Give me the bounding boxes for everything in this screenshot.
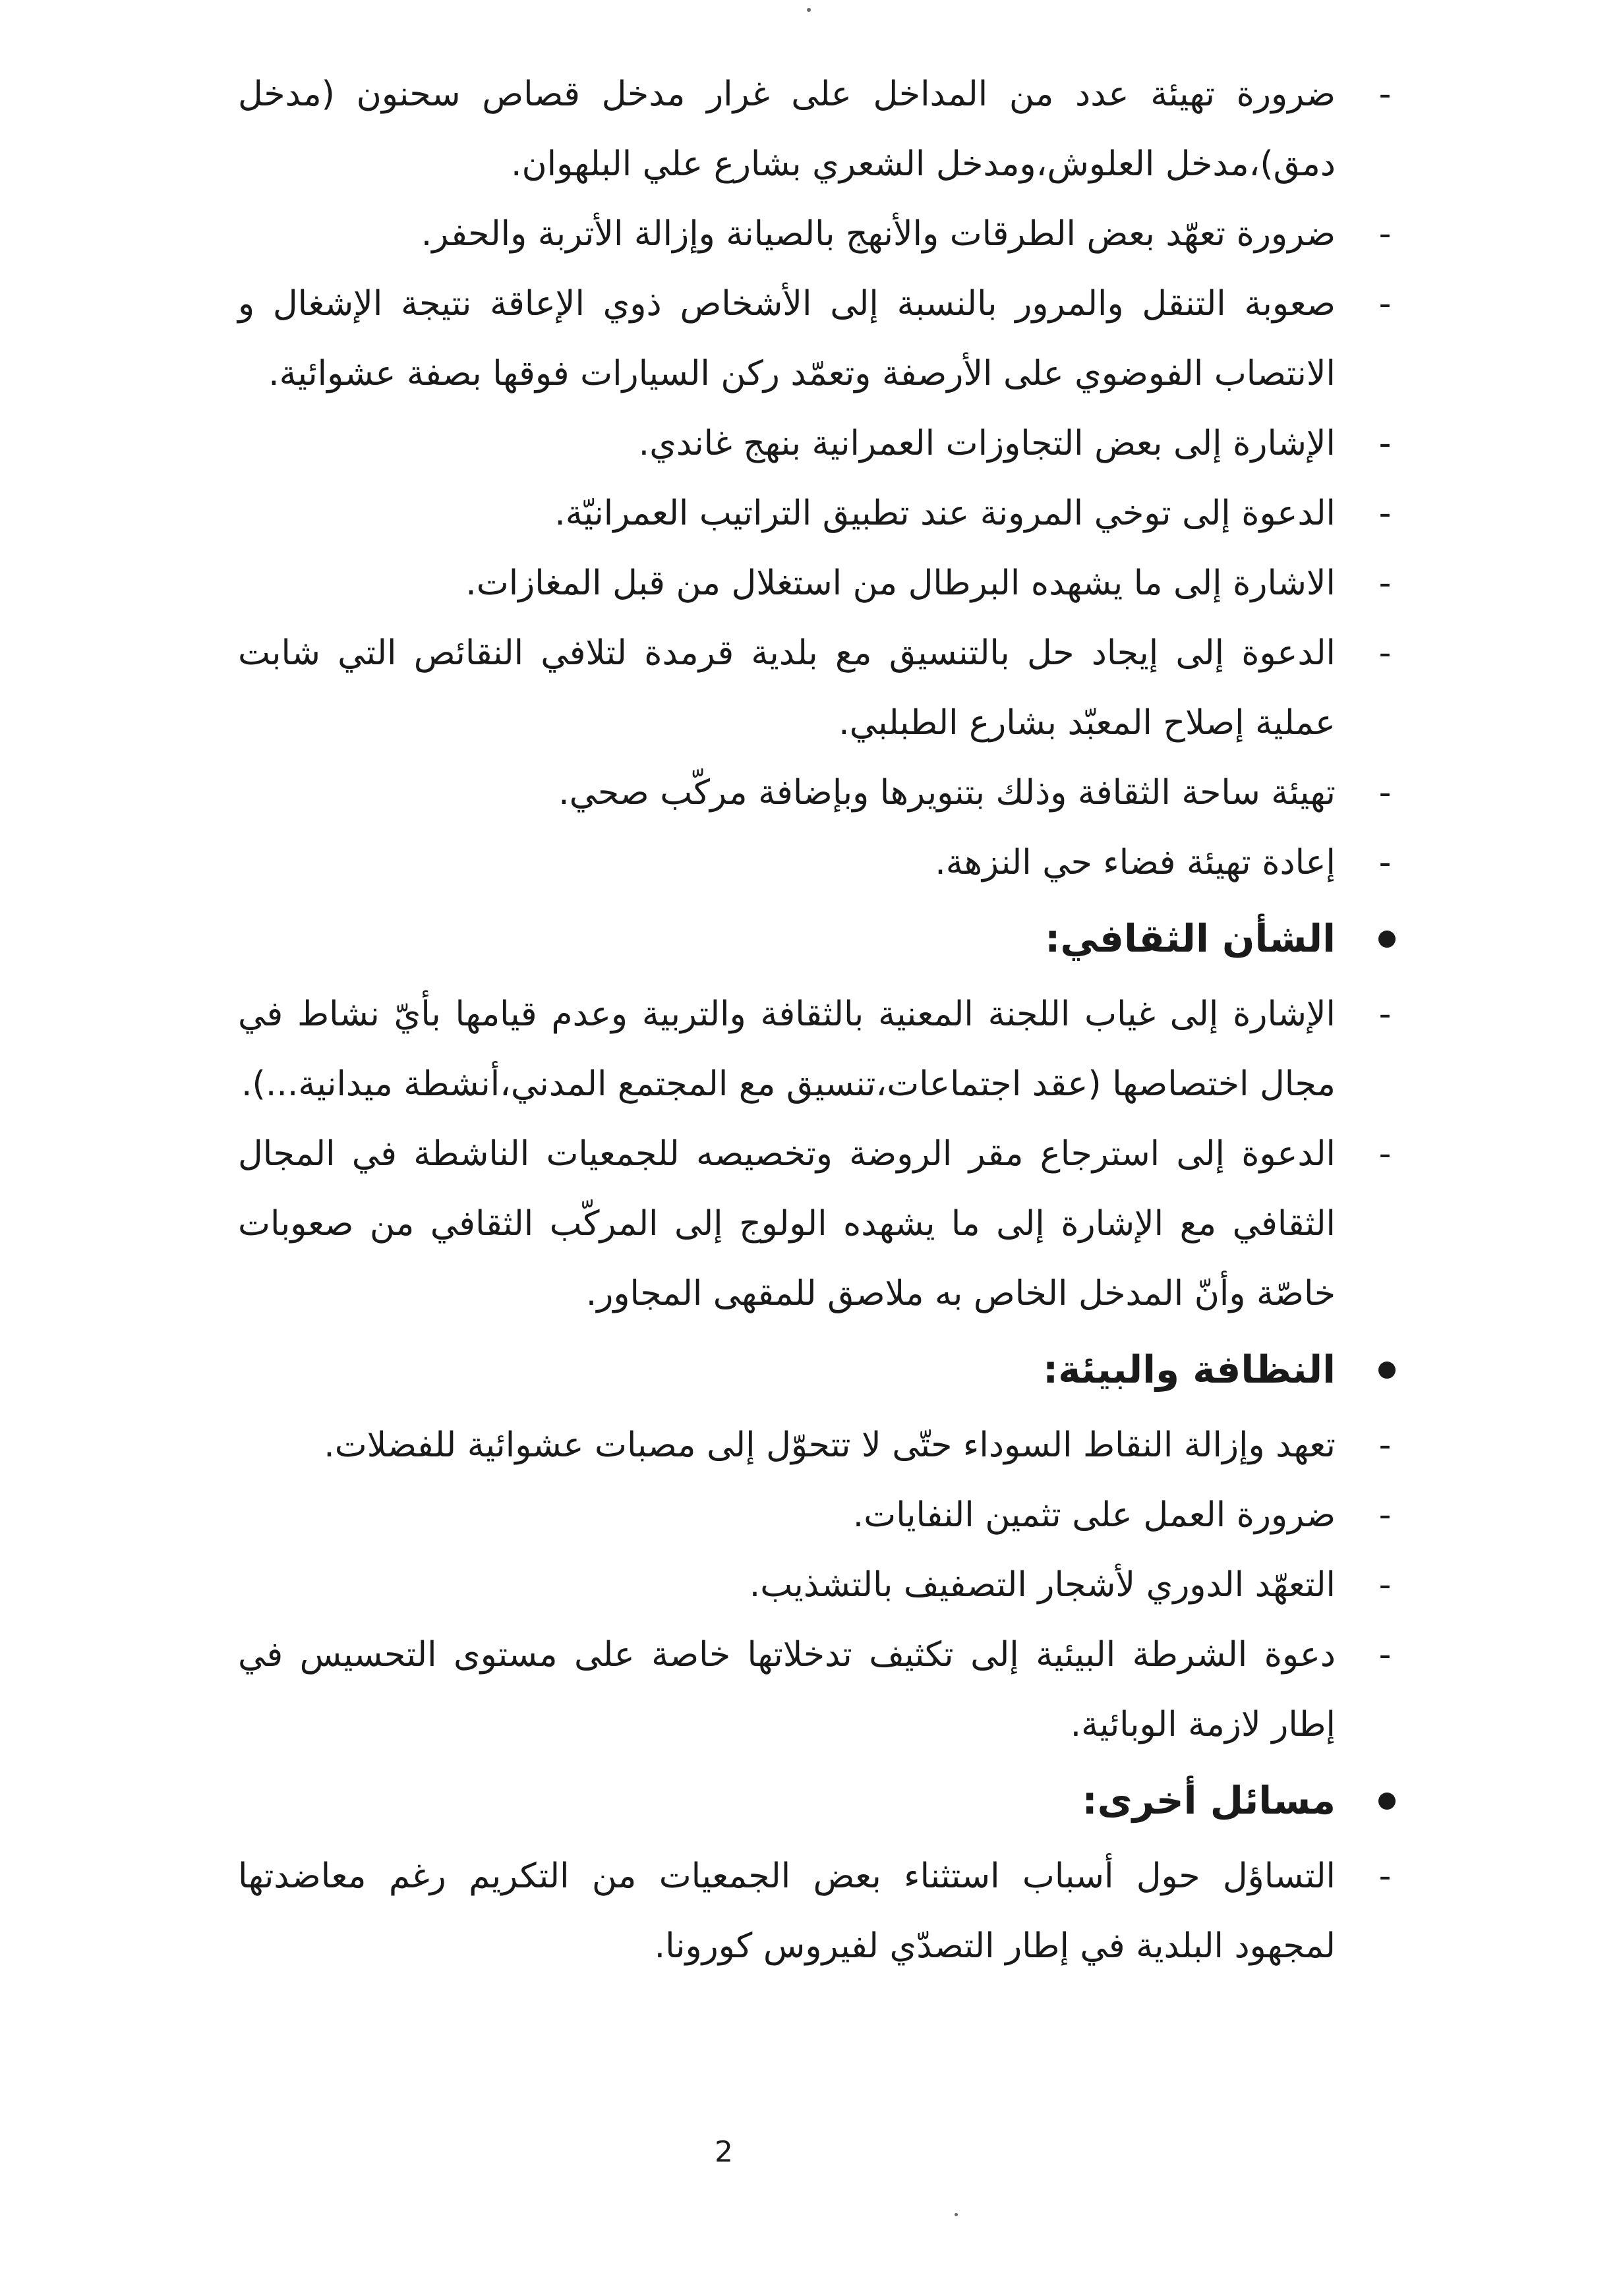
list-item-text: صعوبة التنقل والمرور بالنسبة إلى الأشخاص ذوي الإعاقة نتيجة الإشغال و الانتصاب الفوضوي على الأرصفة وتعمّد ركن السيارات فوقها بصفة عشوائية. xyxy=(238,284,1336,393)
section-heading xyxy=(238,1760,1405,1841)
list-item xyxy=(238,1841,1405,1981)
section-cleanliness-environment xyxy=(238,1329,1405,1760)
list-item xyxy=(238,828,1405,898)
list-item xyxy=(238,1620,1405,1760)
list-dash: - xyxy=(1378,1635,1392,1675)
list-item xyxy=(238,1119,1405,1329)
list-dash: - xyxy=(1378,633,1392,673)
list-item-text: تعهد وإزالة النقاط السوداء حتّى لا تتحوّل إلى مصبات عشوائية للفضلات. xyxy=(324,1425,1336,1465)
bullet-icon xyxy=(1378,1362,1396,1379)
section-cultural-affairs xyxy=(238,898,1405,1329)
bullet-icon xyxy=(1378,1793,1396,1810)
section-heading-text: النظافة والبيئة: xyxy=(1042,1347,1336,1392)
list-dash: - xyxy=(1378,1425,1392,1465)
list-dash: - xyxy=(1378,424,1392,463)
list-dash: - xyxy=(1378,773,1392,813)
list-item-text: تهيئة ساحة الثقافة وذلك بتنويرها وبإضافة مركّب صحي. xyxy=(558,773,1336,813)
list-dash: - xyxy=(1378,284,1392,324)
list-dash: - xyxy=(1378,74,1392,114)
list-item xyxy=(238,618,1405,758)
bullet-icon xyxy=(1378,931,1396,948)
list-dash: - xyxy=(1378,843,1392,882)
list-item xyxy=(238,979,1405,1119)
section-heading-text: الشأن الثقافي: xyxy=(1045,916,1336,961)
list-item xyxy=(238,199,1405,269)
list-item xyxy=(238,1410,1405,1480)
list-item-text: إعادة تهيئة فضاء حي النزهة. xyxy=(935,843,1336,882)
list-item xyxy=(238,548,1405,618)
list-dash: - xyxy=(1378,1565,1392,1605)
document-body xyxy=(238,59,1405,1981)
section-other-matters xyxy=(238,1760,1405,1981)
list-item-text: الاشارة إلى ما يشهده البرطال من استغلال من قبل المغازات. xyxy=(465,563,1336,603)
section-urban-items xyxy=(238,59,1405,898)
list-item-text: التعهّد الدوري لأشجار التصفيف بالتشذيب. xyxy=(749,1565,1336,1605)
list-item xyxy=(238,1480,1405,1550)
list-dash: - xyxy=(1378,1495,1392,1535)
list-item-text: دعوة الشرطة البيئية إلى تكثيف تدخلاتها خاصة على مستوى التحسيس في إطار لازمة الوبائية. xyxy=(238,1635,1336,1744)
list-item-text: ضرورة تعهّد بعض الطرقات والأنهج بالصيانة وإزالة الأتربة والحفر. xyxy=(421,214,1336,254)
list-item-text: الدعوة إلى استرجاع مقر الروضة وتخصيصه للجمعيات الناشطة في المجال الثقافي مع الإشارة إلى ما يشهده الولوج إلى المركّب الثقافي من صعوبات خاصّة وأنّ المدخل الخاص به ملاصق للمقهى المجاور. xyxy=(238,1134,1336,1313)
list-item xyxy=(238,409,1405,478)
list-dash: - xyxy=(1378,214,1392,254)
list-dash: - xyxy=(1378,1134,1392,1174)
list-dash: - xyxy=(1378,494,1392,533)
list-item-text: ضرورة تهيئة عدد من المداخل على غرار مدخل قصاص سحنون (مدخل دمق)،مدخل العلوش،ومدخل الشعري بشارع علي البلهوان. xyxy=(238,74,1336,184)
scan-speck xyxy=(807,8,811,12)
list-item xyxy=(238,269,1405,409)
section-heading-text: مسائل أخرى: xyxy=(1082,1778,1336,1823)
list-item-text: التساؤل حول أسباب استثناء بعض الجمعيات من التكريم رغم معاضدتها لمجهود البلدية في إطار التصدّي لفيروس كورونا. xyxy=(238,1856,1336,1966)
list-item-text: الإشارة إلى غياب اللجنة المعنية بالثقافة والتربية وعدم قيامها بأيّ نشاط في مجال اختصاصها (عقد اجتماعات،تنسيق مع المجتمع المدني،أنشطة ميدانية...). xyxy=(238,994,1336,1104)
list-dash: - xyxy=(1378,994,1392,1034)
list-item-text: الدعوة إلى توخي المرونة عند تطبيق التراتيب العمرانيّة. xyxy=(554,494,1336,533)
page-number: 2 xyxy=(715,2135,733,2169)
list-dash: - xyxy=(1378,563,1392,603)
section-heading xyxy=(238,1329,1405,1410)
list-item-text: الدعوة إلى إيجاد حل بالتنسيق مع بلدية قرمدة لتلافي النقائص التي شابت عملية إصلاح المعبّد بشارع الطبلبي. xyxy=(238,633,1336,743)
list-item xyxy=(238,758,1405,828)
list-dash: - xyxy=(1378,1856,1392,1896)
list-item-text: الإشارة إلى بعض التجاوزات العمرانية بنهج غاندي. xyxy=(638,424,1336,463)
list-item xyxy=(238,1550,1405,1620)
list-item-text: ضرورة العمل على تثمين النفايات. xyxy=(852,1495,1336,1535)
list-item xyxy=(238,478,1405,548)
list-item xyxy=(238,59,1405,199)
scan-speck xyxy=(955,2213,958,2216)
section-heading xyxy=(238,898,1405,979)
